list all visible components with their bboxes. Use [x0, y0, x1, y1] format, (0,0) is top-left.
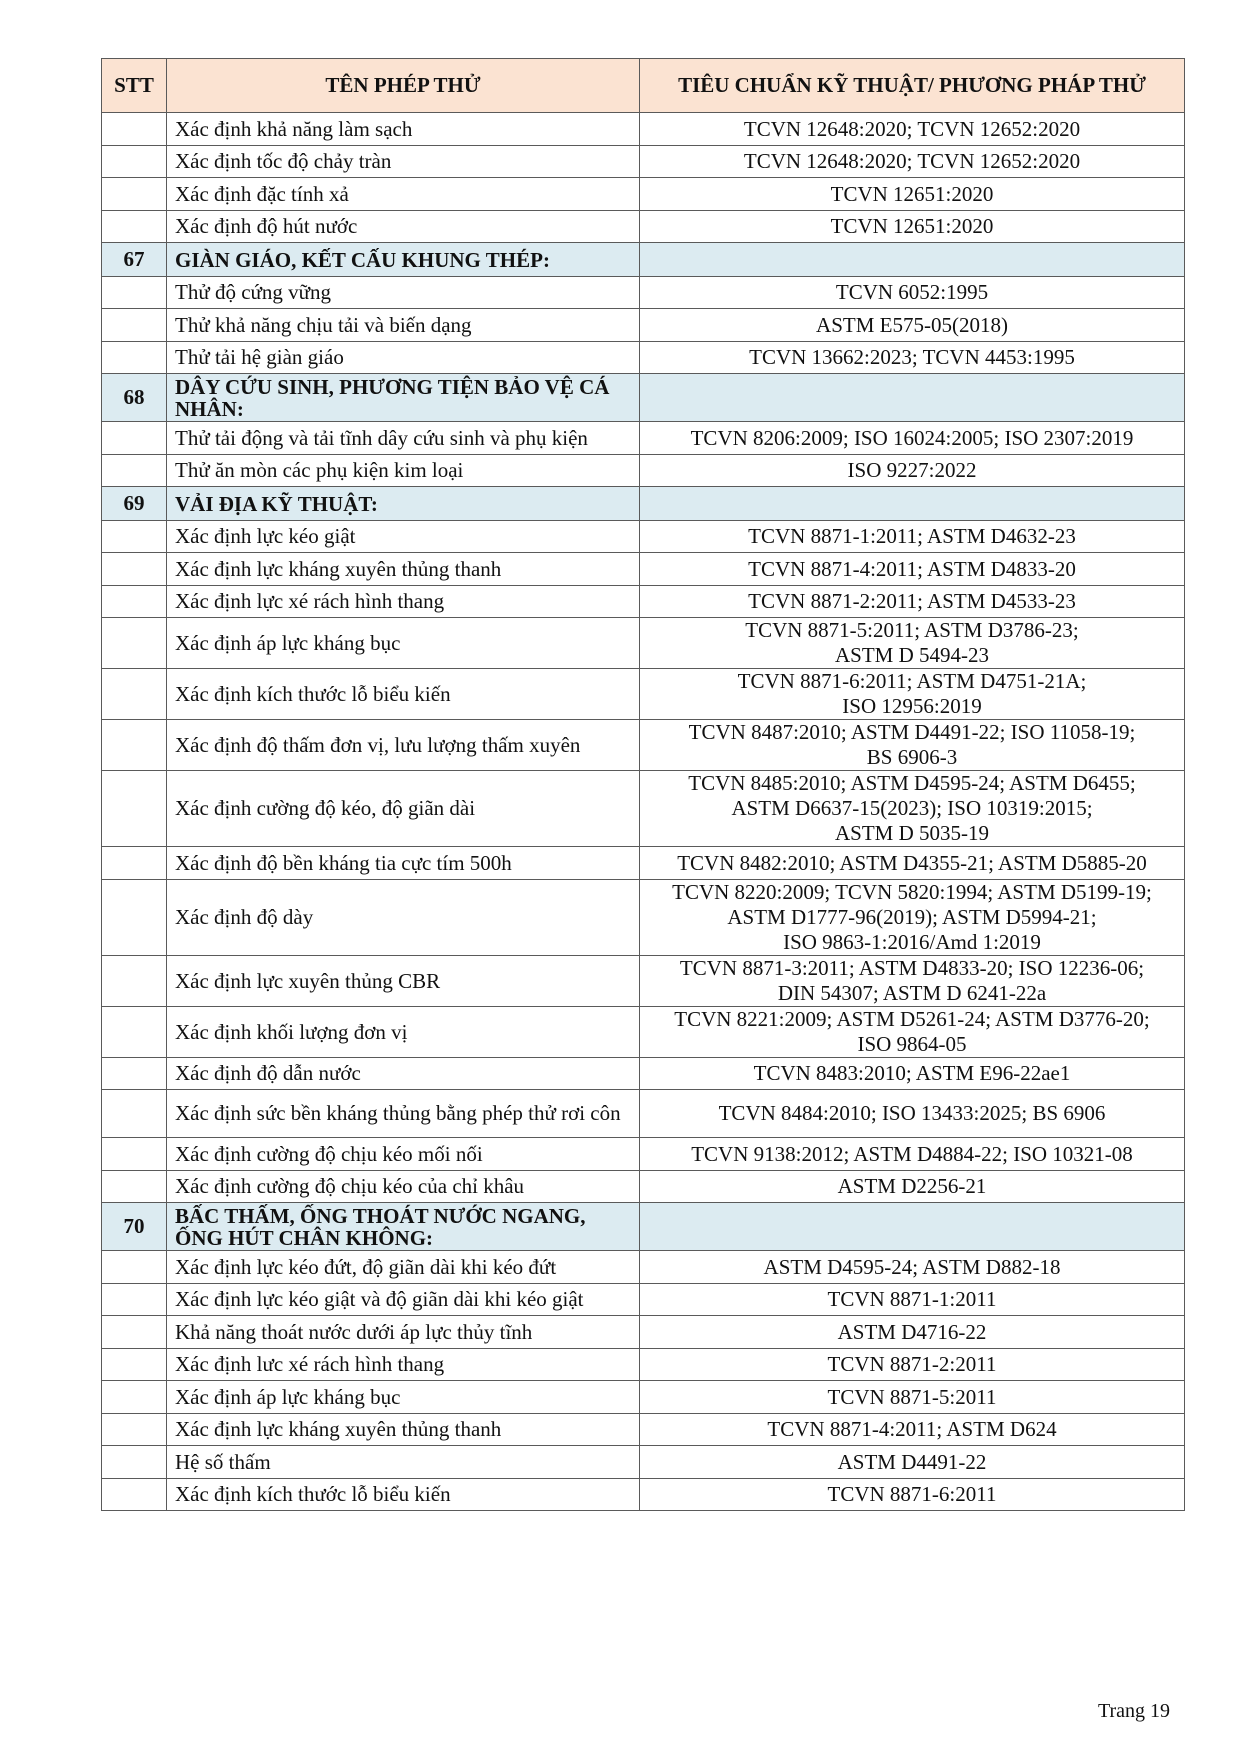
cell-test-name: Xác định kích thước lỗ biểu kiến: [167, 1479, 640, 1511]
table-row: [102, 211, 1185, 243]
table-row: [102, 1381, 1185, 1414]
cell-stt: [102, 178, 167, 211]
cell-standard: TCVN 6052:1995: [640, 277, 1185, 309]
table-row: [102, 277, 1185, 309]
section-row: [102, 243, 1185, 277]
cell-stt: 67: [102, 243, 167, 277]
cell-stt: [102, 309, 167, 342]
cell-standard: TCVN 8483:2010; ASTM E96-22ae1: [640, 1058, 1185, 1090]
cell-standard: TCVN 8871-3:2011; ASTM D4833-20; ISO 12236-06; DIN 54307; ASTM D 6241-22a: [640, 956, 1185, 1007]
table-row: [102, 1058, 1185, 1090]
table-row: [102, 422, 1185, 455]
cell-standard: ASTM D4716-22: [640, 1316, 1185, 1349]
cell-stt: [102, 771, 167, 847]
section-title: BẤC THẤM, ỐNG THOÁT NƯỚC NGANG, ỐNG HÚT CHÂN KHÔNG:: [167, 1203, 640, 1251]
table-row: [102, 1007, 1185, 1058]
section-row: [102, 1203, 1185, 1251]
cell-standard: TCVN 12651:2020: [640, 211, 1185, 243]
cell-stt: [102, 1138, 167, 1171]
cell-test-name: Xác định đặc tính xả: [167, 178, 640, 211]
cell-stt: 68: [102, 374, 167, 422]
cell-test-name: Xác định độ hút nước: [167, 211, 640, 243]
cell-test-name: Thử tải động và tải tĩnh dây cứu sinh và phụ kiện: [167, 422, 640, 455]
table-row: [102, 1251, 1185, 1284]
cell-standard: TCVN 8871-1:2011: [640, 1284, 1185, 1316]
header-standard: TIÊU CHUẨN KỸ THUẬT/ PHƯƠNG PHÁP THỬ: [640, 59, 1185, 113]
table-row: [102, 309, 1185, 342]
cell-test-name: Xác định lực xé rách hình thang: [167, 586, 640, 618]
table-row: [102, 1446, 1185, 1479]
section-title: VẢI ĐỊA KỸ THUẬT:: [167, 487, 640, 521]
header-test-name: TÊN PHÉP THỬ: [167, 59, 640, 113]
cell-test-name: Xác định độ dẫn nước: [167, 1058, 640, 1090]
cell-test-name: Xác định áp lực kháng bục: [167, 618, 640, 669]
cell-standard: ASTM D2256-21: [640, 1171, 1185, 1203]
cell-stt: [102, 211, 167, 243]
cell-standard: TCVN 8487:2010; ASTM D4491-22; ISO 11058-19; BS 6906-3: [640, 720, 1185, 771]
cell-standard: TCVN 8485:2010; ASTM D4595-24; ASTM D6455; ASTM D6637-15(2023); ISO 10319:2015; ASTM D 5035-19: [640, 771, 1185, 847]
cell-test-name: Xác định khả năng làm sạch: [167, 113, 640, 146]
section-row: [102, 487, 1185, 521]
cell-standard: TCVN 8482:2010; ASTM D4355-21; ASTM D5885-20: [640, 847, 1185, 880]
cell-standard: [640, 243, 1185, 277]
cell-stt: [102, 880, 167, 956]
cell-standard: TCVN 12648:2020; TCVN 12652:2020: [640, 113, 1185, 146]
table-header-row: [102, 59, 1185, 113]
cell-stt: [102, 1414, 167, 1446]
cell-test-name: Thử tải hệ giàn giáo: [167, 342, 640, 374]
table-row: [102, 1090, 1185, 1138]
cell-stt: [102, 455, 167, 487]
cell-test-name: Xác định kích thước lỗ biểu kiến: [167, 669, 640, 720]
cell-test-name: Thử độ cứng vững: [167, 277, 640, 309]
cell-stt: [102, 1349, 167, 1381]
cell-stt: [102, 1284, 167, 1316]
cell-test-name: Xác định cường độ chịu kéo của chỉ khâu: [167, 1171, 640, 1203]
section-row: [102, 374, 1185, 422]
cell-test-name: Xác định tốc độ chảy tràn: [167, 146, 640, 178]
cell-stt: [102, 553, 167, 586]
cell-standard: TCVN 8484:2010; ISO 13433:2025; BS 6906: [640, 1090, 1185, 1138]
cell-standard: TCVN 8871-1:2011; ASTM D4632-23: [640, 521, 1185, 553]
cell-test-name: Xác định cường độ chịu kéo mối nối: [167, 1138, 640, 1171]
cell-stt: [102, 669, 167, 720]
cell-stt: [102, 1316, 167, 1349]
cell-test-name: Xác định độ thấm đơn vị, lưu lượng thấm xuyên: [167, 720, 640, 771]
cell-standard: TCVN 8871-4:2011; ASTM D624: [640, 1414, 1185, 1446]
cell-standard: TCVN 8871-4:2011; ASTM D4833-20: [640, 553, 1185, 586]
cell-standard: TCVN 8871-5:2011: [640, 1381, 1185, 1414]
table-row: [102, 521, 1185, 553]
cell-stt: [102, 342, 167, 374]
cell-standard: TCVN 8871-2:2011; ASTM D4533-23: [640, 586, 1185, 618]
cell-test-name: Xác định lực kéo giật: [167, 521, 640, 553]
test-standards-table: [101, 58, 1185, 1511]
cell-test-name: Thử ăn mòn các phụ kiện kim loại: [167, 455, 640, 487]
cell-test-name: Xác định khối lượng đơn vị: [167, 1007, 640, 1058]
cell-stt: [102, 521, 167, 553]
section-title: GIÀN GIÁO, KẾT CẤU KHUNG THÉP:: [167, 243, 640, 277]
table-row: [102, 618, 1185, 669]
cell-standard: ASTM D4595-24; ASTM D882-18: [640, 1251, 1185, 1284]
table-row: [102, 342, 1185, 374]
cell-stt: [102, 1251, 167, 1284]
cell-test-name: Xác định lực kéo đứt, độ giãn dài khi kéo đứt: [167, 1251, 640, 1284]
cell-standard: TCVN 12648:2020; TCVN 12652:2020: [640, 146, 1185, 178]
cell-standard: ASTM D4491-22: [640, 1446, 1185, 1479]
cell-test-name: Xác định sức bền kháng thủng bằng phép thử rơi côn: [167, 1090, 640, 1138]
cell-standard: [640, 374, 1185, 422]
cell-stt: [102, 618, 167, 669]
cell-test-name: Khả năng thoát nước dưới áp lực thủy tĩnh: [167, 1316, 640, 1349]
cell-test-name: Xác định lực xuyên thủng CBR: [167, 956, 640, 1007]
cell-stt: [102, 277, 167, 309]
cell-test-name: Xác định lưc xé rách hình thang: [167, 1349, 640, 1381]
section-title: DÂY CỨU SINH, PHƯƠNG TIỆN BẢO VỆ CÁ NHÂN:: [167, 374, 640, 422]
cell-stt: [102, 847, 167, 880]
table-row: [102, 553, 1185, 586]
cell-standard: [640, 487, 1185, 521]
cell-stt: [102, 1090, 167, 1138]
cell-standard: TCVN 13662:2023; TCVN 4453:1995: [640, 342, 1185, 374]
cell-stt: [102, 146, 167, 178]
cell-stt: 70: [102, 1203, 167, 1251]
cell-stt: [102, 1381, 167, 1414]
cell-stt: 69: [102, 487, 167, 521]
cell-stt: [102, 1479, 167, 1511]
table-row: [102, 1479, 1185, 1511]
cell-test-name: Xác định lực kháng xuyên thủng thanh: [167, 553, 640, 586]
table-row: [102, 880, 1185, 956]
cell-stt: [102, 720, 167, 771]
cell-standard: TCVN 8206:2009; ISO 16024:2005; ISO 2307:2019: [640, 422, 1185, 455]
cell-standard: TCVN 8871-6:2011: [640, 1479, 1185, 1511]
table-row: [102, 956, 1185, 1007]
cell-standard: TCVN 8871-5:2011; ASTM D3786-23; ASTM D 5494-23: [640, 618, 1185, 669]
table-row: [102, 1349, 1185, 1381]
table-row: [102, 178, 1185, 211]
cell-test-name: Xác định áp lực kháng bục: [167, 1381, 640, 1414]
table-row: [102, 113, 1185, 146]
table-row: [102, 669, 1185, 720]
cell-stt: [102, 1007, 167, 1058]
table-row: [102, 1414, 1185, 1446]
table-row: [102, 1284, 1185, 1316]
cell-stt: [102, 1446, 167, 1479]
cell-test-name: Xác định độ bền kháng tia cực tím 500h: [167, 847, 640, 880]
table-row: [102, 771, 1185, 847]
cell-test-name: Hệ số thấm: [167, 1446, 640, 1479]
cell-test-name: Thử khả năng chịu tải và biến dạng: [167, 309, 640, 342]
cell-standard: [640, 1203, 1185, 1251]
table-row: [102, 1171, 1185, 1203]
cell-standard: TCVN 8220:2009; TCVN 5820:1994; ASTM D5199-19; ASTM D1777-96(2019); ASTM D5994-21; ISO 9863-1:2016/Amd 1:2019: [640, 880, 1185, 956]
page-number: Trang 19: [1097, 1700, 1170, 1722]
cell-test-name: Xác định lực kéo giật và độ giãn dài khi kéo giật: [167, 1284, 640, 1316]
table-row: [102, 847, 1185, 880]
table-row: [102, 720, 1185, 771]
table-row: [102, 455, 1185, 487]
header-stt: STT: [102, 59, 167, 113]
cell-standard: TCVN 8871-2:2011: [640, 1349, 1185, 1381]
cell-test-name: Xác định lực kháng xuyên thủng thanh: [167, 1414, 640, 1446]
cell-test-name: Xác định độ dày: [167, 880, 640, 956]
cell-stt: [102, 422, 167, 455]
table-body: [102, 113, 1185, 1511]
cell-standard: TCVN 9138:2012; ASTM D4884-22; ISO 10321-08: [640, 1138, 1185, 1171]
cell-standard: TCVN 12651:2020: [640, 178, 1185, 211]
table-row: [102, 1138, 1185, 1171]
cell-standard: TCVN 8871-6:2011; ASTM D4751-21A; ISO 12956:2019: [640, 669, 1185, 720]
table-row: [102, 146, 1185, 178]
cell-standard: ASTM E575-05(2018): [640, 309, 1185, 342]
cell-stt: [102, 586, 167, 618]
table-row: [102, 1316, 1185, 1349]
cell-test-name: Xác định cường độ kéo, độ giãn dài: [167, 771, 640, 847]
cell-standard: ISO 9227:2022: [640, 455, 1185, 487]
cell-stt: [102, 1171, 167, 1203]
table-row: [102, 586, 1185, 618]
cell-standard: TCVN 8221:2009; ASTM D5261-24; ASTM D3776-20; ISO 9864-05: [640, 1007, 1185, 1058]
cell-stt: [102, 1058, 167, 1090]
cell-stt: [102, 113, 167, 146]
cell-stt: [102, 956, 167, 1007]
